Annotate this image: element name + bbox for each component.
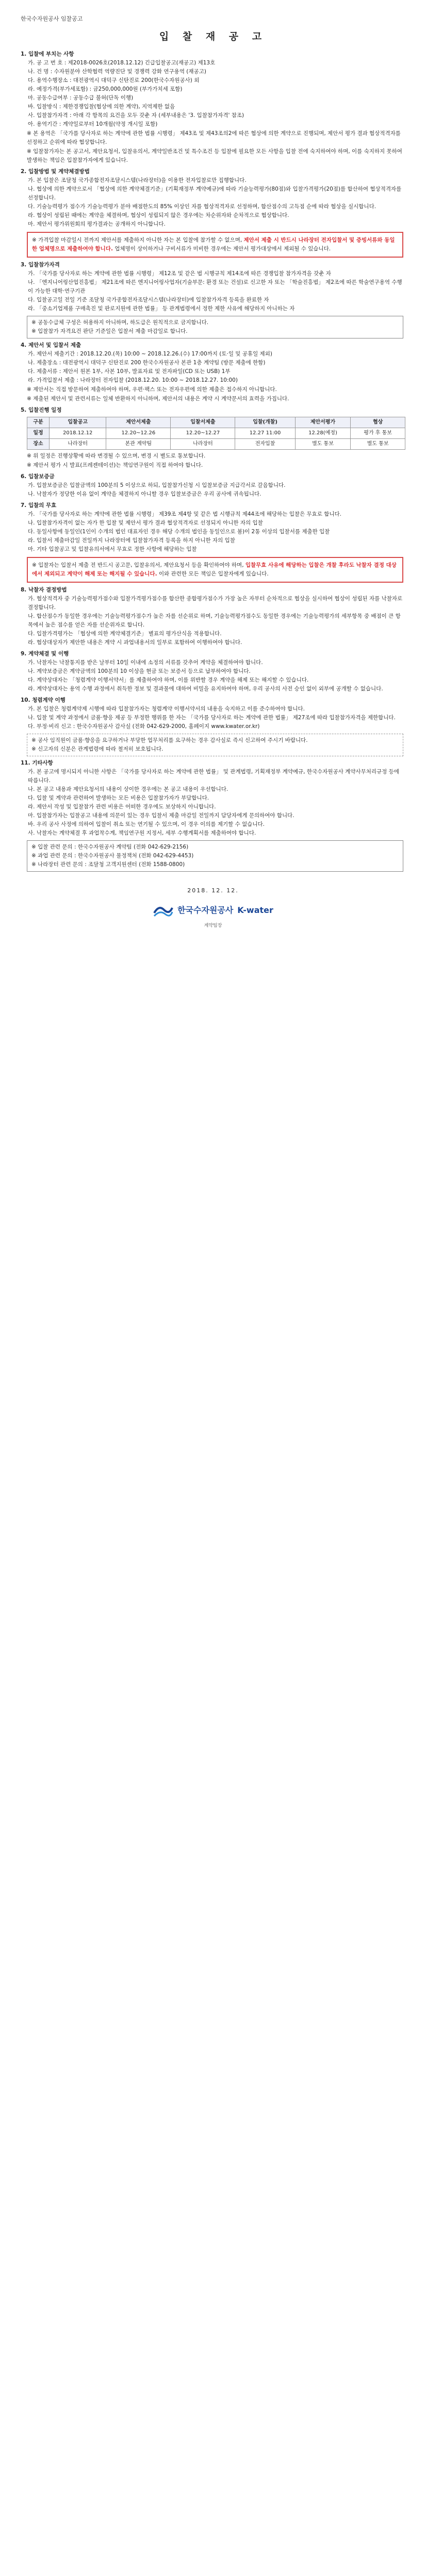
logo-sub: 계약팀장 — [204, 923, 222, 928]
section — [21, 167, 405, 258]
section-title: 9. 계약체결 및 이행 — [21, 651, 69, 657]
table-header-cell: 입찰공고 — [50, 417, 106, 428]
section-line: 가. 「국가를 당사자로 하는 계약에 관한 법률 시행령」 제12조 및 같은 법 시행규칙 제14조에 따른 경쟁입찰 참가자격을 갖춘 자 — [28, 270, 331, 277]
section — [21, 406, 405, 470]
table-header-cell: 제안서제출 — [106, 417, 171, 428]
announcement-date: 2018. 12. 12. — [187, 887, 239, 894]
section-line: 다. 제출서류 : 제안서 원본 1부, 사본 10부, 발표자료 및 전자파일(CD 또는 USB) 1부 — [28, 368, 231, 375]
section-line: 가. 제안서 제출기간 : 2018.12.20.(목) 10:00 ~ 2018.12.26.(수) 17:00까지 (토·일 및 공휴일 제외) — [28, 350, 272, 357]
table-cell: 별도 통보 — [351, 438, 405, 449]
page-title: 입 찰 재 공 고 — [159, 30, 267, 42]
section-line: 바. 입찰방식 : 제한경쟁입찰(협상에 의한 계약), 지역제한 없음 — [28, 103, 175, 110]
section-note: ※ 제안서는 직접 방문하여 제출하여야 하며, 우편·팩스 또는 전자우편에 의한 제출은 접수하지 아니합니다. — [27, 386, 277, 393]
table-cell: 일정 — [27, 428, 50, 438]
section-line: 다. 부정·비리 신고 : 한국수자원공사 감사실 (전화 042-629-2000, 홈페이지 www.kwater.or.kr) — [28, 723, 260, 730]
table-cell: 12.27 11:00 — [235, 428, 295, 438]
notice-box-line: ※ 입찰 관련 문의 : 한국수자원공사 계약팀 (전화 042-629-2156) — [31, 844, 189, 851]
table-cell: 2018.12.12 — [50, 428, 106, 438]
section-line: 라. 「중소기업제품 구매촉진 및 판로지원에 관한 법률」 등 관계법령에서 정한 제한 사유에 해당하지 아니하는 자 — [28, 305, 295, 312]
section-line: 마. 기타 입찰공고 및 입찰유의서에서 무효로 정한 사항에 해당하는 입찰 — [28, 546, 197, 553]
warning-box-lead: ※ 가격입찰 마감일시 전까지 제안서를 제출하지 아니한 자는 본 입찰에 참가할 수 없으며, — [32, 236, 242, 243]
section-title: 7. 입찰의 무효 — [21, 502, 57, 509]
section-title: 3. 입찰참가자격 — [21, 261, 60, 268]
section-title: 1. 입찰에 부치는 사항 — [21, 50, 74, 57]
notice-box-line: ※ 나라장터 관련 문의 : 조달청 고객지원센터 (전화 1588-0800) — [31, 861, 185, 868]
section-line: 라. 입찰서 제출마감일 전일까지 나라장터에 입찰참가자격 등록을 하지 아니한 자의 입찰 — [28, 537, 235, 544]
report-box — [27, 734, 403, 756]
section-title: 5. 입찰진행 일정 — [21, 406, 62, 413]
section — [21, 261, 405, 338]
notice-box-line: ※ 입찰참가 자격요건 판단 기준일은 입찰서 제출 마감일로 합니다. — [31, 328, 188, 334]
section-note: ※ 본 용역은 「국가를 당사자로 하는 계약에 관한 법률 시행령」 제43조 및 제43조의2에 따른 협상에 의한 계약으로 진행되며, 제안서 평가 결과 협상적격자를 선정하고 순위에 따라 협상합니다. — [27, 130, 401, 145]
section-line: 나. 건 명 : 수자원분야 산학협력 역량진단 및 경쟁력 강화 연구용역 (재공고) — [28, 68, 206, 75]
section-line: 라. 제안서 작성 및 입찰참가 관련 비용은 어떠한 경우에도 보상하지 아니합니다. — [28, 804, 216, 810]
section-line: 바. 우리 공사 사정에 의하여 입찰이 취소 또는 연기될 수 있으며, 이 경우 이의를 제기할 수 없습니다. — [28, 821, 265, 828]
table-cell: 별도 통보 — [295, 438, 351, 449]
sections-container — [21, 50, 405, 872]
table-cell: 나라장터 — [171, 438, 235, 449]
section-line: 가. 본 입찰은 청렴계약제 시행에 따라 입찰참가자는 청렴계약 이행서약서의 내용을 숙지하고 이를 준수하여야 합니다. — [28, 706, 305, 713]
kwater-logo-icon — [153, 903, 173, 918]
table-cell: 본관 계약팀 — [106, 438, 171, 449]
section — [21, 341, 405, 403]
warning-box-red: 제안서 제출 시 반드시 나라장터 전자입찰서 및 증빙서류와 동일한 업체명으로 제출하여야 합니다. — [32, 236, 395, 252]
section — [21, 501, 405, 583]
table-row — [27, 438, 405, 449]
table-header-cell: 구분 — [27, 417, 50, 428]
notice-box-line: ※ 과업 관련 문의 : 한국수자원공사 물정책처 (전화 042-629-4453) — [31, 853, 194, 859]
section-line: 가. 낙찰자는 낙찰통지를 받은 날부터 10일 이내에 소정의 서류를 갖추어 계약을 체결하여야 합니다. — [28, 659, 263, 666]
table-header-cell: 입찰서제출 — [171, 417, 235, 428]
section-title: 10. 청렴계약 이행 — [21, 697, 65, 704]
section-line: 다. 입찰 및 계약과 관련하여 발생하는 모든 비용은 입찰참가자가 부담합니다. — [28, 795, 209, 802]
section-line: 다. 기술능력평가 점수가 기술능력평가 분야 배점한도의 85% 이상인 자를 협상적격자로 선정하며, 합산점수의 고득점 순에 따라 협상을 실시합니다. — [28, 203, 376, 210]
table-cell: 12.20~12.26 — [106, 428, 171, 438]
section-line: 사. 낙찰자는 계약체결 후 과업착수계, 책임연구원 지정서, 세부 수행계획서를 제출하여야 합니다. — [28, 830, 256, 837]
section-note: ※ 위 일정은 진행상황에 따라 변경될 수 있으며, 변경 시 별도로 통보합니다. — [27, 453, 206, 460]
section-line: 나. 본 공고 내용과 제안요청서의 내용이 상이한 경우에는 본 공고 내용이 우선합니다. — [28, 786, 228, 793]
notice-box — [27, 316, 403, 338]
warning-box-rest: 업체명이 상이하거나 구비서류가 미비한 경우에는 제안서 평가대상에서 제외될 수 있습니다. — [114, 245, 331, 252]
section-line: 라. 협상대상자가 제안한 내용은 계약 시 과업내용서의 일부로 포함하여 이행하여야 합니다. — [28, 639, 242, 646]
warning-box — [27, 557, 403, 583]
section-title: 6. 입찰보증금 — [21, 473, 55, 480]
section-title: 8. 낙찰자 결정방법 — [21, 587, 67, 594]
section-title: 2. 입찰방법 및 계약체결방법 — [21, 168, 90, 175]
section-line: 마. 입찰참가자는 입찰공고 내용에 의문이 있는 경우 입찰서 제출 마감일 전일까지 담당자에게 문의하여야 합니다. — [28, 812, 294, 819]
section-line: 다. 용역수행장소 : 대전광역시 대덕구 신탄진로 200(한국수자원공사) 외 — [28, 77, 200, 83]
section-line: 아. 용역기간 : 계약일로부터 10개월(약정 개시일 포함) — [28, 121, 158, 127]
table-cell: 평가 후 통보 — [351, 428, 405, 438]
section-line: 가. 입찰보증금은 입찰금액의 100분의 5 이상으로 하되, 입찰참가신청 시 입찰보증금 지급각서로 갈음합니다. — [28, 482, 286, 489]
table-cell: 12.20~12.27 — [171, 428, 235, 438]
table-cell: 나라장터 — [50, 438, 106, 449]
logo-name: 한국수자원공사 — [177, 905, 234, 915]
section-line: 나. 「엔지니어링산업진흥법」 제21조에 따른 엔지니어링사업자(기술부문: 환경 또는 건설)로 신고한 자 또는 「학술진흥법」 제2조에 따른 학술연구용역 수행이 가능한 대학·연구기관 — [28, 279, 402, 294]
warning-box-red: 입찰무효 사유에 해당하는 입찰은 개찰 후라도 낙찰자 결정 대상에서 제외되고 계약이 해제 또는 해지될 수 있습니다. — [32, 562, 397, 578]
section — [21, 472, 405, 499]
table-header-cell: 협상 — [351, 417, 405, 428]
section-line: 나. 낙찰자가 정당한 이유 없이 계약을 체결하지 아니할 경우 입찰보증금은 우리 공사에 귀속됩니다. — [28, 491, 261, 498]
section-line: 가. 본 입찰은 조달청 국가종합전자조달시스템(나라장터)을 이용한 전자입찰로만 집행합니다. — [28, 177, 247, 183]
section-line: 라. 협상이 성립된 때에는 계약을 체결하며, 협상이 성립되지 않은 경우에는 차순위자와 순차적으로 협상합니다. — [28, 212, 289, 218]
section-line: 사. 입찰참가자격 : 아래 각 항목의 요건을 모두 갖춘 자 (세부내용은 '3. 입찰참가자격' 참조) — [28, 112, 244, 118]
table-cell: 장소 — [27, 438, 50, 449]
section-title: 4. 제안서 및 입찰서 제출 — [21, 342, 81, 348]
warning-box — [27, 232, 403, 258]
table-row — [27, 428, 405, 438]
section-line: 가. 공 고 번 호 : 제2018-0026호(2018.12.12) 긴급입찰공고(재공고) 제13호 — [28, 59, 216, 66]
section-line: 다. 입찰공고일 전일 기준 조달청 국가종합전자조달시스템(나라장터)에 입찰참가자격 등록을 완료한 자 — [28, 296, 269, 303]
notice-box-line: ※ 공동수급체 구성은 허용하지 아니하며, 하도급은 원칙적으로 금지합니다. — [31, 319, 209, 326]
section-line: 나. 협상에 의한 계약으로서 「협상에 의한 계약체결기준」(기획재정부 계약예규)에 따라 기술능력평가(80점)와 입찰가격평가(20점)를 합산하여 협상적격자를 선정합니다. — [28, 185, 402, 201]
section-title: 11. 기타사항 — [21, 760, 53, 767]
section-line: 나. 제출장소 : 대전광역시 대덕구 신탄진로 200 한국수자원공사 본관 1층 계약팀 (방문 제출에 한함) — [28, 359, 266, 366]
section-line: 다. 입찰가격평가는 「협상에 의한 계약체결기준」 별표의 평가산식을 적용합니다. — [28, 631, 222, 637]
section — [21, 759, 405, 872]
schedule-table — [27, 417, 405, 450]
section-line: 마. 공동수급여부 : 공동수급 불허(단독 이행) — [28, 94, 134, 101]
section-note: ※ 제안서 평가 시 발표(프레젠테이션)는 책임연구원이 직접 하여야 합니다. — [27, 462, 203, 469]
logo-area — [21, 903, 405, 930]
section-note: ※ 제출된 제안서 및 관련서류는 일체 반환하지 아니하며, 제안서의 내용은 계약 시 계약문서의 효력을 가집니다. — [27, 395, 289, 402]
logo-english: K-water — [237, 905, 273, 915]
table-cell: 전자입찰 — [235, 438, 295, 449]
section-note: ※ 입찰참가자는 본 공고서, 제안요청서, 입찰유의서, 계약일반조건 및 특수조건 등 입찰에 필요한 모든 사항을 입찰 전에 숙지하여야 하며, 이를 숙지하지 못하여 발생하는 책임은 입찰참가자에게 있습니다. — [27, 148, 402, 163]
section-line: 다. 동일사항에 동일인(1인이 수개의 법인 대표자인 경우 해당 수개의 법인을 동일인으로 봄)이 2통 이상의 입찰서를 제출한 입찰 — [28, 529, 330, 535]
section-line: 라. 예정가격(부가세포함) : 금250,000,000원 (부가가치세 포함) — [28, 86, 183, 92]
section-line: 나. 합산점수가 동일한 경우에는 기술능력평가점수가 높은 자를 선순위로 하며, 기술능력평가점수도 동일한 경우에는 기술능력평가의 세부항목 중 배점이 큰 항목에서 높은 점수를 얻은 자를 선순위자로 합니다. — [28, 613, 401, 629]
section-line: 라. 가격입찰서 제출 : 나라장터 전자입찰 (2018.12.20. 10:00 ~ 2018.12.27. 10:00) — [28, 377, 238, 383]
section — [21, 50, 405, 165]
section-line: 다. 계약상대자는 「청렴계약 이행서약서」를 제출하여야 하며, 이를 위반할 경우 계약을 해제 또는 해지할 수 있습니다. — [28, 677, 309, 684]
section-line: 나. 입찰참가자격이 없는 자가 한 입찰 및 제안서 평가 결과 협상적격자로 선정되지 아니한 자의 입찰 — [28, 520, 263, 527]
section — [21, 650, 405, 693]
section-line: 나. 입찰 및 계약 과정에서 금품·향응 제공 등 부정한 행위를 한 자는 「국가를 당사자로 하는 계약에 관한 법률」 제27조에 따라 입찰참가자격을 제한합니다. — [28, 715, 396, 721]
notice-box — [27, 840, 403, 872]
warning-box-lead: ※ 입찰자는 입찰서 제출 전 반드시 공고문, 입찰유의서, 제안요청서 등을 확인하여야 하며, — [32, 562, 244, 569]
table-header-cell: 제안서평가 — [295, 417, 351, 428]
section-line: 나. 계약보증금은 계약금액의 100분의 10 이상을 현금 또는 보증서 등으로 납부하여야 합니다. — [28, 668, 251, 675]
section-line: 가. 「국가를 당사자로 하는 계약에 관한 법률 시행령」 제39조 제4항 및 같은 법 시행규칙 제44조에 해당하는 입찰은 무효로 합니다. — [28, 511, 342, 518]
report-box-line: ※ 신고자의 신분은 관계법령에 따라 철저히 보호됩니다. — [31, 746, 163, 753]
warning-box-rest: 이와 관련한 모든 책임은 입찰자에게 있습니다. — [158, 571, 269, 578]
section-line: 마. 제안서 평가위원회의 평가결과는 공개하지 아니합니다. — [28, 221, 166, 227]
section-line: 가. 협상적격자 중 기술능력평가점수와 입찰가격평가점수를 합산한 종합평가점수가 가장 높은 자부터 순차적으로 협상을 실시하여 협상이 성립된 자를 낙찰자로 결정합니다. — [28, 596, 403, 611]
section-line: 라. 계약상대자는 용역 수행 과정에서 취득한 정보 및 결과물에 대하여 비밀을 유지하여야 하며, 우리 공사의 사전 승인 없이 외부에 공개할 수 없습니다. — [28, 686, 383, 692]
corp-header: 한국수자원공사 임찰공고 — [21, 15, 83, 22]
table-cell: 12.28(예정) — [295, 428, 351, 438]
table-header-cell: 입찰(개찰) — [235, 417, 295, 428]
section — [21, 696, 405, 756]
report-box-line: ※ 공사 임직원이 금품·향응을 요구하거나 부당한 업무처리를 요구하는 경우 감사실로 즉시 신고하여 주시기 바랍니다. — [31, 737, 308, 744]
section — [21, 586, 405, 647]
section-line: 가. 본 공고에 명시되지 아니한 사항은 「국가를 당사자로 하는 계약에 관한 법률」 및 관계법령, 기획재정부 계약예규, 한국수자원공사 계약사무처리규정 등에 따릅니다. — [28, 769, 399, 784]
